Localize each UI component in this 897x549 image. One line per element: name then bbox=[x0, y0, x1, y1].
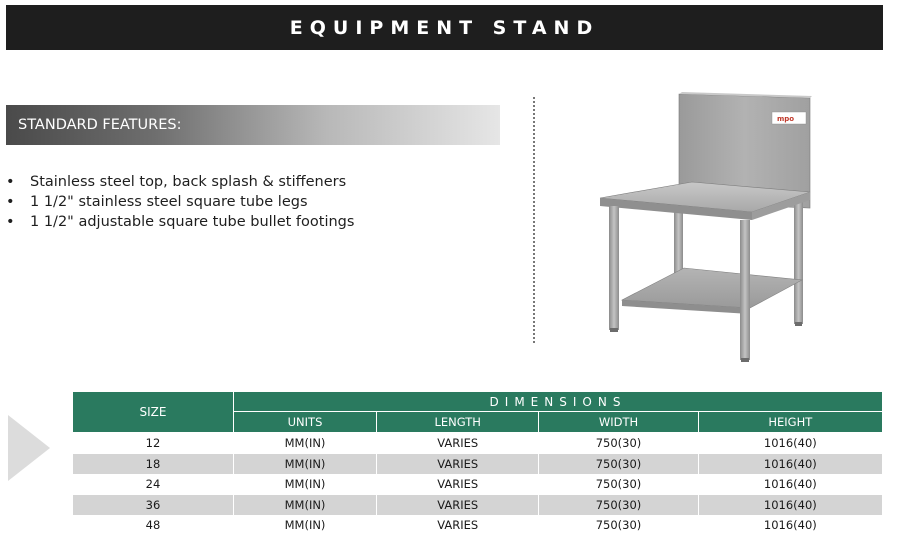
height-cell: 1016(40) bbox=[698, 433, 882, 454]
bullet-icon: • bbox=[6, 174, 15, 190]
feature-item bbox=[6, 172, 354, 192]
units-cell: MM(IN) bbox=[234, 515, 377, 536]
feature-item bbox=[6, 212, 354, 232]
table-row bbox=[73, 433, 883, 454]
height-cell: 1016(40) bbox=[698, 454, 882, 475]
height-cell: 1016(40) bbox=[698, 474, 882, 495]
height-column-header: HEIGHT bbox=[698, 412, 882, 433]
width-cell: 750(30) bbox=[539, 495, 698, 516]
units-cell: MM(IN) bbox=[234, 495, 377, 516]
page-title-bar bbox=[6, 5, 883, 50]
size-cell: 24 bbox=[73, 474, 234, 495]
length-cell: VARIES bbox=[377, 454, 539, 475]
dimensions-header: DIMENSIONS bbox=[234, 392, 883, 412]
features-heading: STANDARD FEATURES: bbox=[18, 117, 182, 133]
size-cell: 18 bbox=[73, 454, 234, 475]
length-cell: VARIES bbox=[377, 495, 539, 516]
size-cell: 48 bbox=[73, 515, 234, 536]
length-column-header: LENGTH bbox=[377, 412, 539, 433]
width-cell: 750(30) bbox=[539, 515, 698, 536]
size-cell: 12 bbox=[73, 433, 234, 454]
features-list bbox=[6, 172, 354, 232]
feature-text: 1 1/2" adjustable square tube bullet footings bbox=[30, 214, 355, 230]
brand-logo bbox=[772, 112, 806, 124]
length-cell: VARIES bbox=[377, 433, 539, 454]
units-cell: MM(IN) bbox=[234, 433, 377, 454]
size-column-header: SIZE bbox=[73, 392, 234, 433]
logo-text: mpo bbox=[777, 115, 795, 123]
length-cell: VARIES bbox=[377, 474, 539, 495]
page-title: EQUIPMENT STAND bbox=[289, 16, 600, 39]
size-cell: 36 bbox=[73, 495, 234, 516]
width-cell: 750(30) bbox=[539, 433, 698, 454]
height-cell: 1016(40) bbox=[698, 495, 882, 516]
table-row bbox=[73, 515, 883, 536]
units-column-header: UNITS bbox=[234, 412, 377, 433]
bullet-icon: • bbox=[6, 214, 15, 230]
bullet-icon: • bbox=[6, 194, 15, 210]
feature-text: 1 1/2" stainless steel square tube legs bbox=[30, 194, 308, 210]
table-row bbox=[73, 474, 883, 495]
width-column-header: WIDTH bbox=[539, 412, 698, 433]
dotted-divider bbox=[533, 97, 535, 343]
feature-text: Stainless steel top, back splash & stiffeners bbox=[30, 174, 347, 190]
units-cell: MM(IN) bbox=[234, 454, 377, 475]
equipment-stand-image bbox=[592, 90, 822, 370]
feature-item bbox=[6, 192, 354, 212]
arrow-decoration bbox=[0, 415, 52, 481]
length-cell: VARIES bbox=[377, 515, 539, 536]
width-cell: 750(30) bbox=[539, 474, 698, 495]
features-heading-bar bbox=[6, 105, 500, 145]
dimensions-table bbox=[72, 391, 883, 536]
units-cell: MM(IN) bbox=[234, 474, 377, 495]
height-cell: 1016(40) bbox=[698, 515, 882, 536]
table-row bbox=[73, 495, 883, 516]
table-row bbox=[73, 454, 883, 475]
width-cell: 750(30) bbox=[539, 454, 698, 475]
